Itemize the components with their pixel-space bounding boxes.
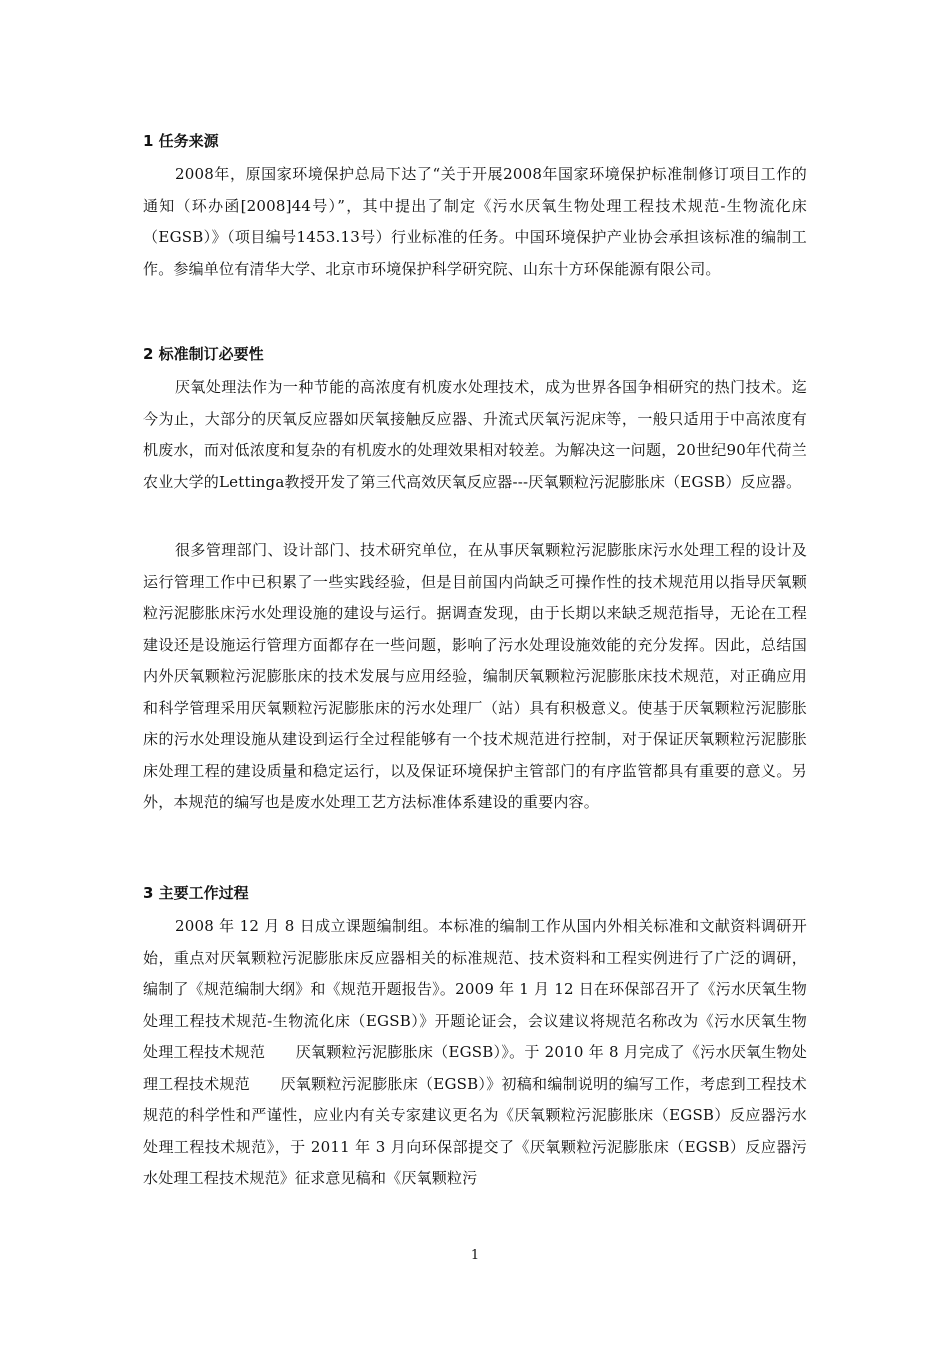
section-heading-3: 3 主要工作过程: [143, 884, 249, 902]
section-heading-2: 2 标准制订必要性: [143, 345, 264, 363]
section-1-paragraph-1: 2008年，原国家环境保护总局下达了“关于开展2008年国家环境保护标准制修订项目工作的通知（环办函[2008]44号）”，其中提出了制定《污水厌氧生物处理工程技术规范-生物流化床（EGSB）》（项目编号1453.13号）行业标准的任务。中国环境保护产业协会承担该标准的编制工作。参编单位有清华大学、北京市环境保护科学研究院、山东十方环保能源有限公司。: [143, 165, 807, 278]
section-3-paragraph-1: 2008 年 12 月 8 日成立课题编制组。本标准的编制工作从国内外相关标准和文献资料调研开始，重点对厌氧颗粒污泥膨胀床反应器相关的标准规范、技术资料和工程实例进行了广泛的调研，编制了《规范编制大纲》和《规范开题报告》。2009 年 1 月 12 日在环保部召开了《污水厌氧生物处理工程技术规范-生物流化床（EGSB）》开题论证会，会议建议将规范名称改为《污水厌氧生物处理工程技术规范 厌氧颗粒污泥膨胀床（EGSB）》。于 2010 年 8 月完成了《污水厌氧生物处理工程技术规范 厌氧颗粒污泥膨胀床（EGSB）》初稿和编制说明的编写工作，考虑到工程技术规范的科学性和严谨性，应业内有关专家建议更名为《厌氧颗粒污泥膨胀床（EGSB）反应器污水处理工程技术规范》，于 2011 年 3 月向环保部提交了《厌氧颗粒污泥膨胀床（EGSB）反应器污水处理工程技术规范》征求意见稿和《厌氧颗粒污: [143, 917, 807, 1187]
section-2-paragraph-1: 厌氧处理法作为一种节能的高浓度有机废水处理技术，成为世界各国争相研究的热门技术。迄今为止，大部分的厌氧反应器如厌氧接触反应器、升流式厌氧污泥床等，一般只适用于中高浓度有机废水，而对低浓度和复杂的有机废水的处理效果相对较差。为解决这一问题，20世纪90年代荷兰农业大学的Lettinga教授开发了第三代高效厌氧反应器---厌氧颗粒污泥膨胀床（EGSB）反应器。: [143, 378, 807, 491]
section-2-paragraph-2: 很多管理部门、设计部门、技术研究单位，在从事厌氧颗粒污泥膨胀床污水处理工程的设计及运行管理工作中已积累了一些实践经验，但是目前国内尚缺乏可操作性的技术规范用以指导厌氧颗粒污泥膨胀床污水处理设施的建设与运行。据调查发现，由于长期以来缺乏规范指导，无论在工程建设还是设施运行管理方面都存在一些问题，影响了污水处理设施效能的充分发挥。因此，总结国内外厌氧颗粒污泥膨胀床的技术发展与应用经验，编制厌氧颗粒污泥膨胀床技术规范，对正确应用和科学管理采用厌氧颗粒污泥膨胀床的污水处理厂（站）具有积极意义。使基于厌氧颗粒污泥膨胀床的污水处理设施从建设到运行全过程能够有一个技术规范进行控制，对于保证厌氧颗粒污泥膨胀床处理工程的建设质量和稳定运行，以及保证环境保护主管部门的有序监管都具有重要的意义。另外，本规范的编写也是废水处理工艺方法标准体系建设的重要内容。: [143, 541, 807, 811]
page-number: 1: [470, 1248, 480, 1263]
section-heading-1: 1 任务来源: [143, 132, 219, 150]
